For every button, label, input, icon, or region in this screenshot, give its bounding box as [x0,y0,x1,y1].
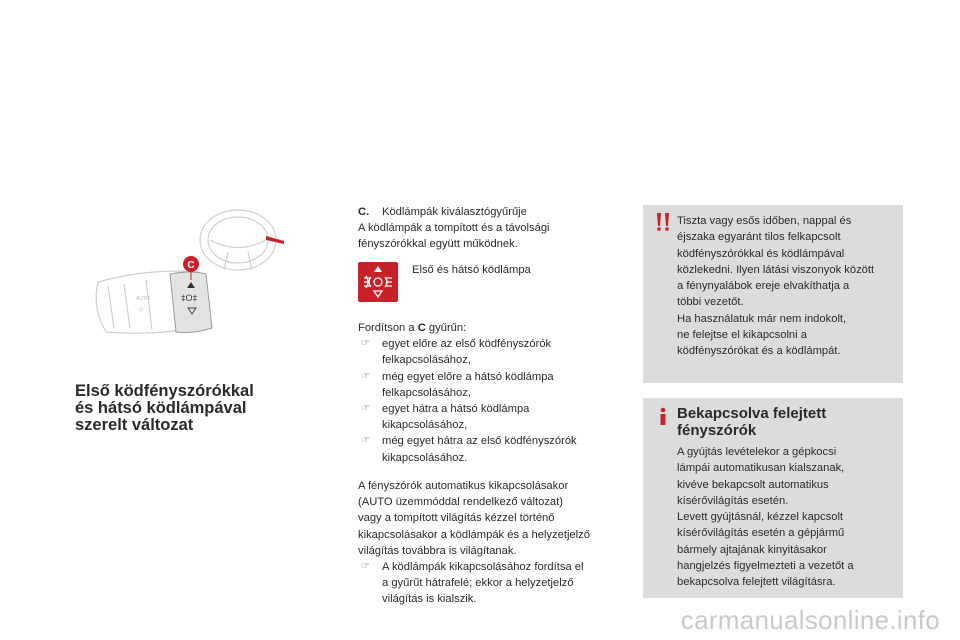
info-line: Levett gyújtásnál, kézzel kapcsolt [677,511,844,524]
info-icon [652,406,674,428]
info-line: hangjelzés figyelmezteti a vezetőt a [677,560,854,573]
list-item [358,433,623,465]
svg-text:☼: ☼ [138,306,145,314]
list-item-line: ☞ még egyet hátra az első ködfényszórók [382,435,577,448]
warning-line: Ha használatuk már nem indokolt, [677,312,847,325]
warning-box [643,205,903,383]
list-item-line: felkapcsolásához, [382,354,471,367]
auto-line: A fényszórók automatikus kikapcsolásakor [358,480,569,492]
section-title-line: és hátsó ködlámpával [75,399,247,417]
intro-line: fényszórókkal együtt működnek. [358,238,518,251]
auto-paragraph [358,478,623,608]
warning-line: Tiszta vagy esős időben, nappal és [677,215,852,227]
ring-description [358,204,623,253]
turn-instructions [358,320,623,466]
list-item [358,336,623,368]
info-title-line: fényszórók [677,422,757,439]
list-item-line: világítás is kialszik. [382,593,477,606]
info-line: kísérővilágítás esetén. [677,494,789,507]
info-title [677,405,826,439]
svg-text:‡O‡: ‡O‡ [181,294,198,304]
fog-lamp-row [358,262,623,302]
warning-line: éjszaka egyaránt tilos felkapcsolt [677,231,841,244]
list-item-line: kikapcsolásához. [382,451,468,464]
auto-label: AUTO [136,296,150,302]
turn-letter: C [417,322,426,334]
warning-line: ködfényszórókat és a ködlámpát. [677,345,841,358]
info-line: bármely ajtajának kinyitásakor [677,543,827,556]
list-item-line: ☞ egyet előre az első ködfényszórók [382,338,552,351]
list-item-line: felkapcsolásához, [382,386,471,399]
info-line: lámpái automatikusan kialszanak, [677,462,845,475]
auto-line: kikapcsolásakor a ködlámpák és a helyzetjelző [358,528,590,541]
section-title-line: szerelt változat [75,416,194,434]
section-title-line: Első ködfényszórókkal [75,382,254,400]
watermark: carmanualsonline.info [680,605,940,635]
warning-line: közlekedni. Ilyen látási viszonyok között [677,263,875,276]
warning-exclamation-icon [652,211,674,233]
list-item-line: a gyűrűt hátrafelé; ekkor a helyzetjelző [382,577,574,590]
warning-text [677,213,897,360]
warning-line: ne felejtse el kikapcsolni a [677,329,807,342]
list-item-line: kikapcsolásához, [382,419,468,432]
ring-letter: C. [358,206,370,218]
warning-line: többi vezetőt. [677,296,744,309]
ring-heading: Ködlámpák kiválasztógyűrűje [382,206,527,218]
list-item-line: ☞ A ködlámpák kikapcsolásához fordítsa el [382,561,584,574]
info-line: A gyújtás levételekor a gépkocsi [677,446,837,458]
front-rear-fog-lamp-icon [358,262,398,302]
warning-line: a fénynyalábok ereje elvakíthatja a [677,280,850,293]
auto-line: vagy a tompított világítás kézzel történő [358,512,555,525]
list-item [358,401,623,433]
turn-suffix: gyűrűn: [425,322,467,334]
auto-line: világítás továbbra is világítanak. [358,544,517,557]
intro-line: A ködlámpák a tompított és a távolsági [358,222,550,235]
info-line: kivéve bekapcsolt automatikus [677,478,829,491]
warning-line: ködfényszórókkal és ködlámpával [677,247,845,260]
info-box [643,398,903,598]
list-item-line: ☞ egyet hátra a hátsó ködlámpa [382,403,530,416]
info-title-line: Bekapcsolva felejtett [677,405,827,422]
turn-prefix: Fordítson a [358,322,418,334]
list-item [358,559,623,608]
info-line: kísérővilágítás esetén a gépjármű [677,527,845,540]
section-title [75,383,325,434]
fog-lamp-stalk-illustration [88,200,328,350]
callout-letter: C [187,260,195,271]
fog-lamp-label: Első és hátsó ködlámpa [412,264,531,276]
list-item [358,369,623,401]
auto-line: (AUTO üzemmóddal rendelkező változat) [358,496,563,509]
info-text [677,444,897,591]
list-item-line: ☞ még egyet előre a hátsó ködlámpa [382,370,554,383]
info-line: bekapcsolva felejtett világításra. [677,576,836,589]
